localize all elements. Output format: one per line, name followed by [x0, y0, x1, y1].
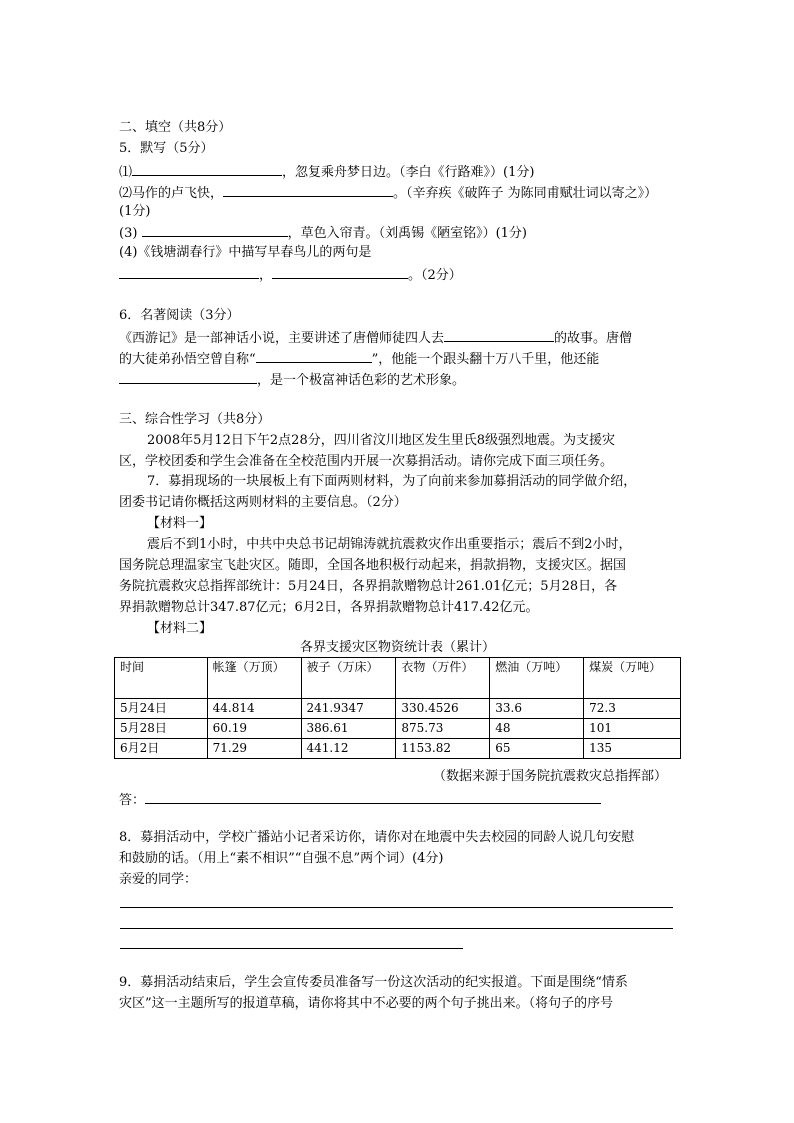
question-6-line-3: ，是一个极富神话色彩的艺术形象。	[119, 370, 465, 390]
table-cell: 71.29	[207, 739, 301, 759]
answer-blank[interactable]	[119, 370, 257, 384]
table-header-cell: 被子（万床）	[301, 658, 396, 699]
section-heading-comprehensive: 三、综合性学习（共8分）	[119, 412, 271, 427]
question-6-line-1: 《西游记》是一部神话小说，主要讲述了唐僧师徒四人去 的故事。唐僧	[119, 328, 632, 348]
answer-line-7	[119, 790, 601, 810]
table-header-row	[115, 658, 681, 699]
material-1-line-4: 界捐款赠物总计347.87亿元；6月2日，各界捐款赠物总计417.42亿元。	[119, 600, 539, 615]
material-1-line-2: 国务院总理温家宝飞赴灾区。随即，全国各地积极行动起来，捐款捐物，支援灾区。据国	[119, 558, 627, 573]
table-cell: 6月2日	[115, 739, 208, 759]
table-cell: 65	[490, 739, 584, 759]
question-5-line-2: ⑵马作的卢飞快， 。（辛弃疾《破阵子 为陈同甫赋壮词以寄之》）	[119, 183, 657, 203]
table-cell: 33.6	[490, 699, 584, 719]
section-heading-fill-blank: 二、填空（共8分）	[119, 120, 232, 135]
table-header-cell: 燃油（万吨）	[490, 658, 584, 699]
table-cell: 330.4526	[396, 699, 490, 719]
question-5-line-5: ， 。（2分）	[119, 265, 462, 285]
question-5-line-3: (3) ，草色入帘青。（刘禹锡《陋室铭》）(1分)	[119, 223, 527, 243]
table-cell: 60.19	[207, 719, 301, 739]
question-8-line-2: 和鼓励的话。（用上“素不相识”“自强不息”两个词）(4分)	[119, 851, 444, 866]
question-5-line-1: ⑴ ，忽复乘舟梦日边。（李白《行路难》）(1分)	[119, 162, 534, 182]
question-6-title: 6．名著阅读（3分）	[119, 308, 240, 323]
answer-blank[interactable]	[145, 790, 601, 804]
question-5-title: 5．默写（5分）	[119, 141, 214, 156]
table-header-cell: 衣物（万件）	[396, 658, 490, 699]
answer-blank[interactable]	[444, 328, 554, 342]
intro-line-1: 2008年5月12日下午2点28分，四川省汶川地区发生里氏8级强烈地震。为支援灾	[147, 433, 615, 448]
table-cell: 875.73	[396, 719, 490, 739]
material-1-line-3: 务院抗震救灾总指挥部统计：5月24日，各界捐款赠物总计261.01亿元；5月28日，各	[119, 579, 618, 594]
table-header-cell: 煤炭（万吨）	[584, 658, 681, 699]
table-cell: 441.12	[301, 739, 396, 759]
table-header-cell: 时间	[115, 658, 208, 699]
table-cell: 44.814	[207, 699, 301, 719]
answer-label: 答：	[119, 793, 146, 808]
material-1-title: 【材料一】	[147, 516, 213, 531]
answer-blank[interactable]	[142, 223, 288, 237]
table-caption: 各界支援灾区物资统计表（累计）	[299, 640, 495, 655]
question-8-greeting: 亲爱的同学：	[119, 872, 198, 887]
question-9-line-1: 9．募捐活动结束后，学生会宣传委员准备写一份这次活动的纪实报道。下面是围绕“情系	[119, 975, 628, 990]
table-cell: 101	[584, 719, 681, 739]
table-row	[115, 719, 681, 739]
question-7-line-1: 7．募捐现场的一块展板上有下面两则材料，为了向前来参加募捐活动的同学做介绍，	[147, 474, 637, 489]
table-cell: 72.3	[584, 699, 681, 719]
table-cell: 5月28日	[115, 719, 208, 739]
table-cell: 48	[490, 719, 584, 739]
answer-writing-line[interactable]	[120, 948, 463, 949]
intro-line-2: 区，学校团委和学生会准备在全校范围内开展一次募捐活动。请你完成下面三项任务。	[119, 454, 614, 469]
table-row	[115, 739, 681, 759]
question-9-line-2: 灾区”这一主题所写的报道草稿，请你将其中不必要的两个句子挑出来。（将句子的序号	[119, 996, 614, 1011]
line-number: ⑴	[119, 165, 133, 180]
question-6-line-2: 的大徒弟孙悟空曾自称“ ”，他能一个跟头翻十万八千里，他还能	[119, 349, 599, 369]
answer-blank[interactable]	[272, 265, 408, 279]
question-8-line-1: 8．募捐活动中，学校广播站小记者采访你，请你对在地震中失去校园的同龄人说几句安慰	[119, 830, 635, 845]
answer-blank[interactable]	[119, 265, 259, 279]
table-row	[115, 699, 681, 719]
table-source-note: （数据来源于国务院抗震救灾总指挥部）	[432, 769, 667, 784]
answer-writing-line[interactable]	[120, 928, 673, 929]
answer-blank[interactable]	[256, 349, 372, 363]
table-cell: 241.9347	[301, 699, 396, 719]
table-cell: 135	[584, 739, 681, 759]
question-7-line-2: 团委书记请你概括这两则材料的主要信息。（2分）	[119, 495, 407, 510]
question-5-line-4: (4)《钱塘湖春行》中描写早春鸟儿的两句是	[119, 245, 372, 260]
answer-blank[interactable]	[223, 183, 393, 197]
question-5-line-2-score: (1分)	[119, 204, 151, 219]
material-2-title: 【材料二】	[147, 621, 213, 636]
material-1-line-1: 震后不到1小时，中共中央总书记胡锦涛就抗震救灾作出重要指示；震后不到2小时，	[147, 537, 632, 552]
table-cell: 386.61	[301, 719, 396, 739]
table-cell: 5月24日	[115, 699, 208, 719]
table-cell: 1153.82	[396, 739, 490, 759]
supplies-statistics-table	[114, 657, 681, 759]
table-header-cell: 帐篷（万顶）	[207, 658, 301, 699]
answer-writing-line[interactable]	[120, 907, 673, 908]
answer-blank[interactable]	[132, 162, 282, 176]
